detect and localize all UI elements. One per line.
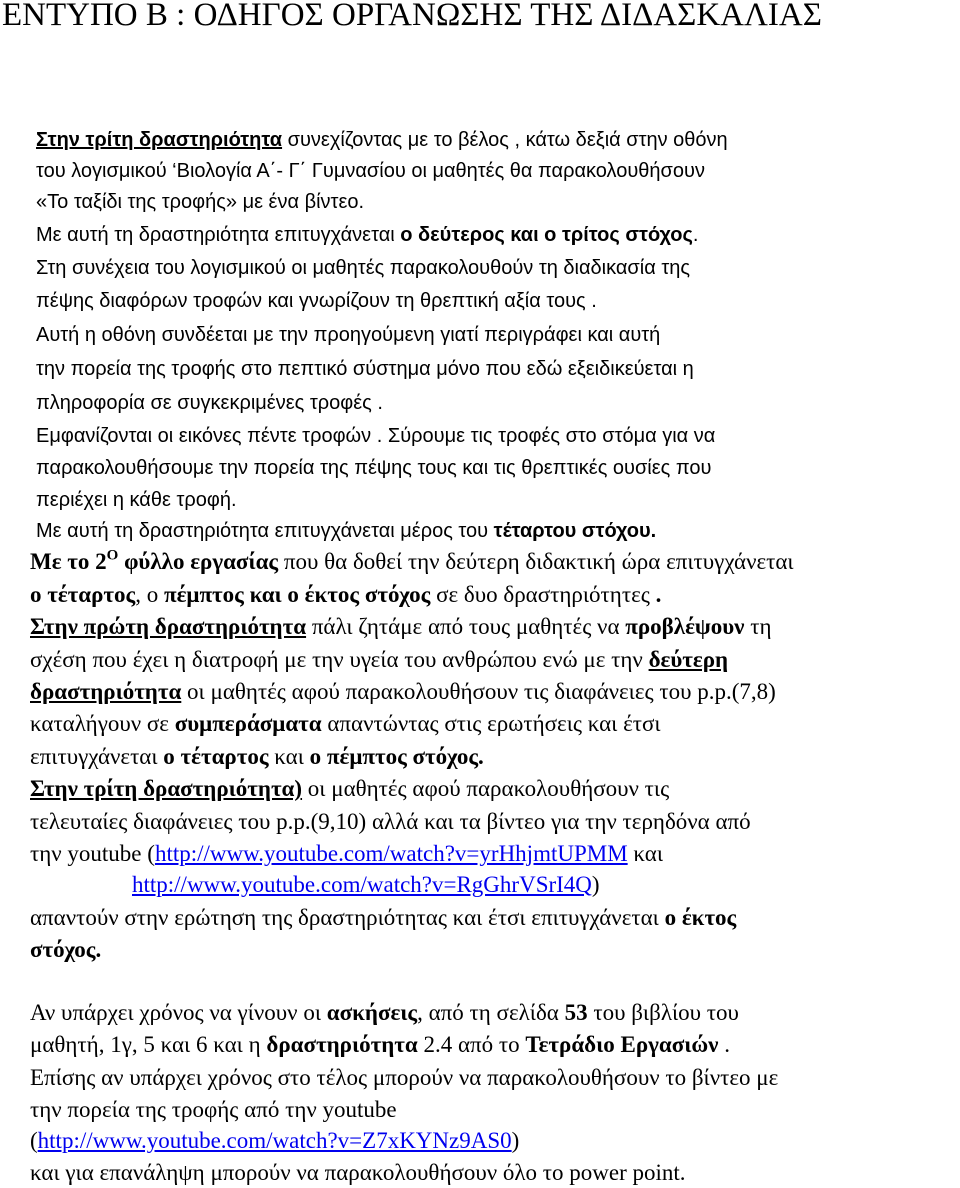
worksheet-line-4: σχέση που έχει η διατροφή με την υγεία του ανθρώπου ενώ με την δεύτερη: [30, 647, 729, 672]
exercises-line-2: μαθητή, 1γ, 5 και 6 και η δραστηριότητα 2.4 από το Τετράδιο Εργασιών .: [30, 1032, 730, 1057]
intro-line-5: Στη συνέχεια του λογισμικού οι μαθητές παρακολουθούν τη διαδικασία της: [36, 257, 691, 279]
third-line-2: τελευταίες διαφάνειες του p.p.(9,10) αλλά και τα βίντεο για την τερηδόνα από: [30, 809, 751, 834]
exercises-line-5: (http://www.youtube.com/watch?v=Z7xKYNz9AS0): [30, 1128, 520, 1153]
intro-line-12: περιέχει η κάθε τροφή.: [36, 489, 237, 511]
exercises-line-4: την πορεία της τροφής από την youtube: [30, 1097, 397, 1122]
intro-line-8: την πορεία της τροφής στο πεπτικό σύστημα μόνο που εδώ εξειδικεύεται η: [36, 358, 694, 380]
intro-line-11: παρακολουθήσουμε την πορεία της πέψης τους και τις θρεπτικές ουσίες που: [36, 457, 712, 479]
worksheet-line-6: καταλήγουν σε συμπεράσματα απαντώντας στις ερωτήσεις και έτσι: [30, 711, 661, 736]
worksheet-line-5: δραστηριότητα οι μαθητές αφού παρακολουθήσουν τις διαφάνειες του p.p.(7,8): [30, 679, 776, 704]
page-title: ΕΝΤΥΠΟ Β : ΟΔΗΓΟΣ ΟΡΓΑΝΩΣΗΣ ΤΗΣ ΔΙΔΑΣΚΑΛΙΑΣ: [2, 0, 822, 33]
intro-line-4: Με αυτή τη δραστηριότητα επιτυγχάνεται ο δεύτερος και ο τρίτος στόχος.: [36, 224, 699, 246]
youtube-link-1[interactable]: http://www.youtube.com/watch?v=yrHhjmtUPMM: [154, 841, 628, 866]
intro-line-13: Με αυτή τη δραστηριότητα επιτυγχάνεται μέρος του τέταρτου στόχου.: [36, 520, 657, 542]
intro-line-3: «Το ταξίδι της τροφής» με ένα βίντεο.: [36, 191, 365, 213]
exercises-line-1: Αν υπάρχει χρόνος να γίνουν οι ασκήσεις, από τη σελίδα 53 του βιβλίου του: [30, 1000, 739, 1025]
intro-line-10: Εμφανίζονται οι εικόνες πέντε τροφών . Σύρουμε τις τροφές στο στόμα για να: [36, 425, 716, 447]
intro-line-2: του λογισμικού ‘Βιολογία Α΄- Γ΄ Γυμνασίου οι μαθητές θα παρακολουθήσουν: [36, 160, 705, 182]
third-line-5: απαντούν στην ερώτηση της δραστηριότητας και έτσι επιτυγχάνεται ο έκτος: [30, 905, 737, 930]
worksheet-line-3: Στην πρώτη δραστηριότητα πάλι ζητάμε από τους μαθητές να προβλέψουν τη: [30, 614, 772, 639]
youtube-link-2[interactable]: http://www.youtube.com/watch?v=RgGhrVSrI4Q: [132, 872, 592, 897]
intro-heading: Στην τρίτη δραστηριότητα: [36, 129, 283, 151]
intro-line-6: πέψης διαφόρων τροφών και γνωρίζουν τη θρεπτική αξία τους .: [36, 290, 597, 312]
exercises-line-3: Επίσης αν υπάρχει χρόνος στο τέλος μπορούν να παρακολουθήσουν το βίντεο με: [30, 1065, 779, 1090]
intro-line-7: Αυτή η οθόνη συνδέεται με την προηγούμενη γιατί περιγράφει και αυτή: [36, 324, 661, 346]
third-line-1: Στην τρίτη δραστηριότητα) οι μαθητές αφού παρακολουθήσουν τις: [30, 776, 670, 801]
worksheet-line-7: επιτυγχάνεται ο τέταρτος και ο πέμπτος στόχος.: [30, 744, 484, 769]
third-line-4: http://www.youtube.com/watch?v=RgGhrVSrI4Q): [132, 872, 600, 897]
exercises-line-6: και για επανάληψη μπορούν να παρακολουθήσουν όλο το power point.: [30, 1160, 686, 1185]
worksheet-line-1: Με το $2^O$ φύλλο εργασίας που θα δοθεί την δεύτερη διδακτική ώρα επιτυγχάνεται: [30, 547, 794, 574]
third-line-3: την youtube (http://www.youtube.com/watch?v=yrHhjmtUPMM και: [30, 841, 664, 866]
youtube-link-3[interactable]: http://www.youtube.com/watch?v=Z7xKYNz9AS0: [37, 1128, 512, 1153]
intro-line-1: Στην τρίτη δραστηριότητα συνεχίζοντας με το βέλος , κάτω δεξιά στην οθόνη: [36, 129, 728, 151]
intro-line-9: πληροφορία σε συγκεκριμένες τροφές .: [36, 392, 383, 414]
third-line-6: στόχος.: [30, 937, 102, 962]
worksheet-line-2: ο τέταρτος, ο πέμπτος και ο έκτος στόχος σε δυο δραστηριότητες .: [30, 582, 662, 607]
